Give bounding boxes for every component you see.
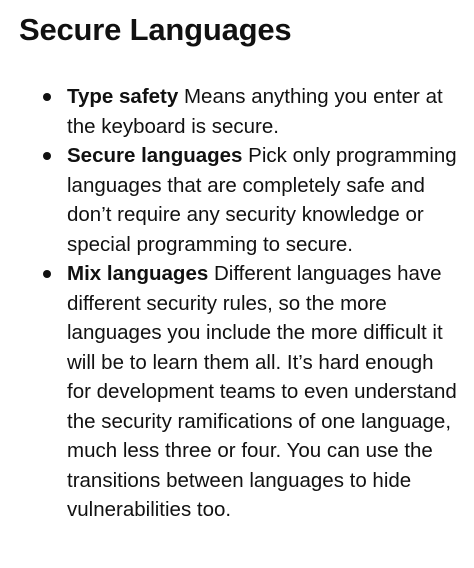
page-title: Secure Languages (19, 12, 292, 47)
list-item (19, 259, 474, 525)
item-text: Pick only programming languages that are completely safe and don’t require any security knowledge or special programming to secure. (67, 144, 457, 256)
item-text: Means anything you enter at the keyboard is secure. (67, 85, 443, 138)
item-term: Secure languages (67, 144, 243, 167)
item-term: Mix languages (67, 262, 209, 285)
bullet-icon (43, 93, 51, 101)
bullet-icon (43, 270, 51, 278)
bullet-list (19, 82, 474, 525)
list-item (19, 141, 474, 259)
item-term: Type safety (67, 85, 179, 108)
bullet-icon (43, 152, 51, 160)
list-item (19, 82, 474, 141)
item-text: Different languages have different security rules, so the more languages you include the more difficult it will be to learn them all. It’s hard enough for development teams to even understand the security ramifications of one language, much less three or four. You can use the transitions between languages to hide vulnerabilities too. (67, 262, 457, 521)
